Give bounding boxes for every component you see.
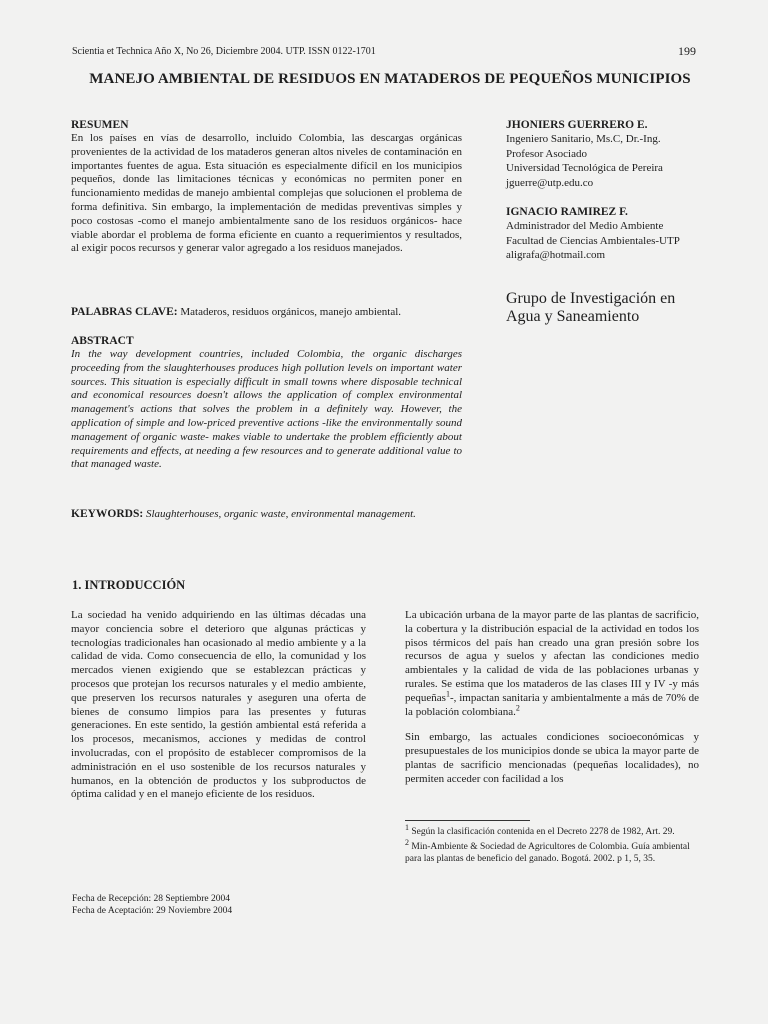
accepted-date: Fecha de Aceptación: 29 Noviembre 2004 [72,906,233,916]
resumen-text: En los países en vías de desarrollo, incluido Colombia, las descargas orgánicas provenientes de la actividad de los mataderos generan altos niveles de contaminación en importantes fuentes de agua. Esta situación es especialmente difícil en los municipios pequeños, donde las limitaciones técnicas y económicas no permiten poner en funcionamiento medidas de manejo ambiental complejas que solucionen el problema de forma definitiva. Sin embargo, la implementación de medidas preventivas simples y poco costosas -como el manejo ambientalmente sano de los residuos orgánicos- hace viable abordar el problema de forma eficiente en cuanto a requerimientos y resultados, al exigir pocos recursos y generar valor agregado a los residuos manejados. [71,132,462,255]
author-1-name: JHONIERS GUERRERO E. [506,119,648,131]
footnote-number: 1 [405,822,409,832]
resumen-heading: RESUMEN [71,119,129,131]
footnote-number: 2 [405,837,409,847]
research-group: Grupo de Investigación en Agua y Saneamiento [506,290,676,325]
author-1-line: Profesor Asociado [506,147,587,160]
paper-title: MANEJO AMBIENTAL DE RESIDUOS EN MATADEROS DE PEQUEÑOS MUNICIPIOS [89,71,691,87]
palabras-clave-text: Mataderos, residuos orgánicos, manejo ambiental. [180,306,402,318]
footnote-text: Según la clasificación contenida en el Decreto 2278 de 1982, Art. 29. [411,827,675,837]
footnote-divider [405,820,530,821]
paragraph-text: -, impactan sanitaria y ambientalmente a más de 70% de la población colombiana. [405,691,699,718]
footnotes [405,822,699,866]
author-2-email: aligrafa@hotmail.com [506,249,606,261]
keywords-label: KEYWORDS: [71,508,144,520]
abstract-heading: ABSTRACT [71,335,134,347]
palabras-clave [71,305,462,320]
received-date: Fecha de Recepción: 28 Septiembre 2004 [72,894,231,904]
journal-header: Scientia et Technica Año X, No 26, Diciembre 2004. UTP. ISSN 0122-1701 [72,46,376,57]
author-1-email: jguerre@utp.edu.co [506,176,594,189]
introduction-heading: 1. INTRODUCCIÓN [72,578,186,592]
introduction-paragraph: La sociedad ha venido adquiriendo en las últimas décadas una mayor conciencia sobre el deterioro que algunas prácticas y tecnologías tradicionales han ocasionado al medio ambiente y a la calidad de vida. Como consecuencia de ello, la comunidad y los mercados vienen exigiendo que se establezcan prácticas y procesos que protejan los recursos naturales y el medio ambiente, que preserven los recursos naturales y aseguren una oferta de bienes de consumo limpios para las presentes y futuras generaciones. En este sentido, la gestión ambiental está referida a los procesos, mecanismos, acciones y medidas de control involucradas, con el propósito de establecer compromisos de la administración en el uso sostenible de los recursos naturales y humanos, en la obtención de productos y los subproductos de óptima calidad y en el manejo eficiente de los residuos. [71,609,366,801]
author-2-line: Facultad de Ciencias Ambientales-UTP [506,234,680,247]
footnote-text: Min-Ambiente & Sociedad de Agricultores de Colombia. Guía ambiental para las plantas de beneficio del ganado. Bogotá. 2002. p 1, 5, 35. [405,841,690,864]
footnote [405,837,699,866]
palabras-clave-label: PALABRAS CLAVE: [71,306,178,318]
resumen-section [71,118,462,256]
author-2-line: Administrador del Medio Ambiente [506,220,664,232]
abstract-section [71,334,462,472]
paragraph-text: La ubicación urbana de la mayor parte de las plantas de sacrificio, la cobertura y la distribución espacial de la actividad en todos los pisos térmicos del país han creado una gran presión sobre los recursos de agua y suelos y afectan las condiciones medio ambientales y la calidad de vida de las poblaciones urbanas y rurales. Se estima que los mataderos de las clases III y IV -y más pequeñas [405,609,699,704]
author-1-line: Universidad Tecnológica de Pereira [506,162,663,174]
author-2 [506,205,702,263]
submission-dates [72,893,232,917]
author-1-line: Ingeniero Sanitario, Ms.C, Dr.-Ing. [506,133,661,145]
introduction-paragraph [405,609,699,719]
keywords [71,507,462,522]
introduction-paragraph: Sin embargo, las actuales condiciones socioeconómicas y presupuestales de los municipios donde se ubica la mayor parte de plantas de sacrificio mencionadas (pequeñas localidades), no permiten acceder con facilidad a los [405,731,699,785]
author-2-name: IGNACIO RAMIREZ F. [506,206,628,218]
footnote-ref: 1 [445,689,450,699]
page-number: 199 [678,44,696,58]
footnote-ref: 2 [515,702,520,712]
abstract-text: In the way development countries, included Colombia, the organic discharges proceeding from the slaughterhouses produces high pollution levels on important water sources. This situation is especially difficult in small towns where disposable technical and economical resources doesn't allows the application of complex environmental management's actions that solves the problem in a definitely way. However, the application of simple and low-priced preventive actions -like the environmentally sound management of organic waste- makes viable to undertake the problem efficiently about requirements and effects, at needing a few resources and to generate additional value to that managed waste. [71,348,462,471]
footnote [405,822,699,839]
author-1 [506,118,702,190]
introduction-left-column [71,609,366,802]
keywords-text: Slaughterhouses, organic waste, environmental management. [145,508,416,520]
introduction-right-column [405,609,699,787]
